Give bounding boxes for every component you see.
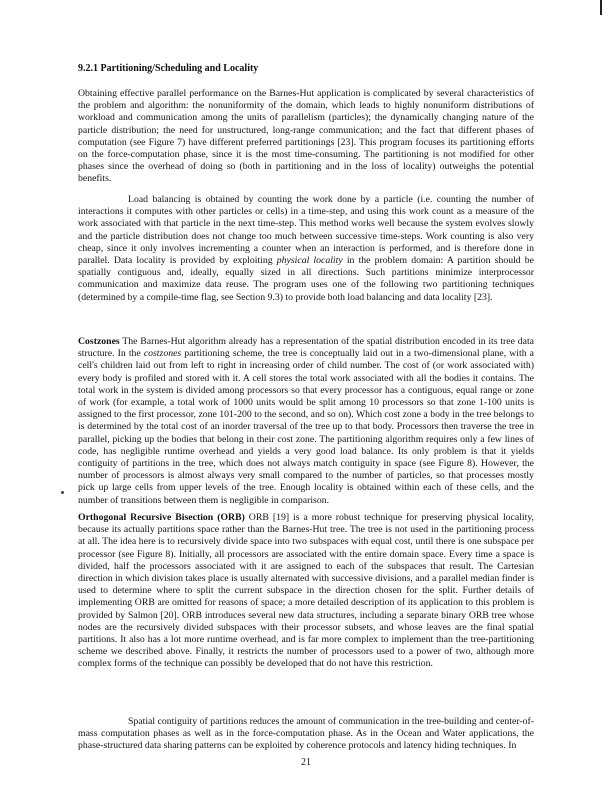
orb-title: Orthogonal Recursive Bisection (ORB) [78, 512, 245, 523]
page-number: 21 [301, 757, 311, 768]
paragraph-orb [78, 512, 534, 671]
text: partitioning scheme, the tree is conceptually laid out in a two-dimensional plane, with a cell's children laid out from left to right in increasing order of child number. The cost of (or work associated with) every body is profiled and stored with it. A cell stores the total work associated with all the bodies it contains. The total work in the system is divided among processors so that every processor has a contiguous, equal range or zone of work (for example, a total work of 1000 units would be split among 10 processors so that zone 1-100 units is assigned to the first processor, zone 101-200 to the second, and so on). Which cost zone a body in the tree belongs to is determined by the total cost of an inorder traversal of the tree up to that body. Processors then traverse the tree in parallel, picking up the bodies that belong in their cost zone. The partitioning algorithm requires only a few lines of code, has negligible runtime overhead and yields a very good load balance. Its only problem is that it yields contiguity of partitions in the tree, which does not always match contiguity in space (see Figure 8). However, the number of processors is almost always very small compared to the number of particles, so that processes mostly pick up large cells from upper levels of the tree. Enough locality is obtained within each of these cells, and the number of transitions between them is negligible in comparison. [78, 348, 534, 506]
text: Load balancing is obtained by counting the work done by a particle (i.e. counting the number of interactions it computes with other particles or cells) in a time-step, and using this work count as a measure of the work associated with that particle in the next time-step. This method works well because the system evolves slowly and the particle distribution does not change too much between successive time-steps. Work counting is also very cheap, since it only involves incrementing a counter when an interaction is performed, and is therefore done in parallel. Data locality is provided by exploiting [78, 194, 534, 267]
scan-dot [61, 491, 64, 494]
paragraph-load-balancing [78, 194, 534, 304]
text: in the problem domain: A partition should be spatially contiguous and, ideally, equally sized in all directions. Such partitions minimize interprocessor communication and maximize data reuse. The program uses one of the following two partitioning techniques (determined by a compile-time flag, see Section 9.3) to provide both load balancing and data locality [23]. [78, 255, 535, 303]
paragraph-spatial-contiguity: Spatial contiguity of partitions reduces the amount of communication in the tree-building and center-of-mass computation phases as well as in the force-computation phase. As in the Ocean and Water applications, the phase-structured data sharing patterns can be exploited by coherence protocols and latency hiding techniques. In [78, 716, 534, 752]
scan-mark [600, 0, 602, 15]
section-heading: 9.2.1 Partitioning/Scheduling and Locality [78, 63, 259, 74]
paragraph-costzones [78, 336, 534, 507]
costzones-title: Costzones [78, 336, 120, 347]
text: ORB [19] is a more robust technique for preserving physical locality, because its actually partitions space rather than the Barnes-Hut tree. The tree is not used in the partitioning process at all. The idea here is to recursively divide space into two subspaces with equal cost, until there is one subspace per processor (see Figure 8). Initially, all processors are associated with the entire domain space. Every time a space is divided, half the processors associated with it are assigned to each of the subspaces that result. The Cartesian direction in which division takes place is usually alternated with successive divisions, and a parallel median finder is used to determine where to split the current subspace in the direction chosen for the split. Further details of implementing ORB are omitted for reasons of space; a more detailed description of its application to this problem is provided by Salmon [20]. ORB introduces several new data structures, including a separate binary ORB tree whose nodes are the recursively divided subspaces with their processor subsets, and whose leaves are the final spatial partitions. It also has a lot more runtime overhead, and is far more complex to implement than the tree-partitioning scheme we described above. Finally, it restricts the number of processors used to a power of two, although more complex forms of the technique can possibly be developed that do not have this restriction. [78, 512, 534, 670]
emphasis: physical locality [276, 255, 343, 267]
emphasis: costzones [143, 348, 182, 360]
paragraph-intro: Obtaining effective parallel performance on the Barnes-Hut application is complicated by several characteristics of the problem and algorithm: the nonuniformity of the domain, which leads to highly nonuniform distributions of workload and communication among the units of parallelism (particles); the dynamically changing nature of the particle distribution; the need for unstructured, long-range communication; and the fact that different phases of computation (see Figure 7) have different preferred partitionings [23]. This program focuses its partitioning efforts on the force-computation phase, since it is the most time-consuming. The partitioning is not modified for other phases since the overhead of doing so (both in partitioning and in the loss of locality) outweighs the potential benefits. [78, 88, 534, 185]
text: The Barnes-Hut algorithm already has a representation of the spatial distribution encoded in its tree data structure. In the [78, 336, 534, 360]
